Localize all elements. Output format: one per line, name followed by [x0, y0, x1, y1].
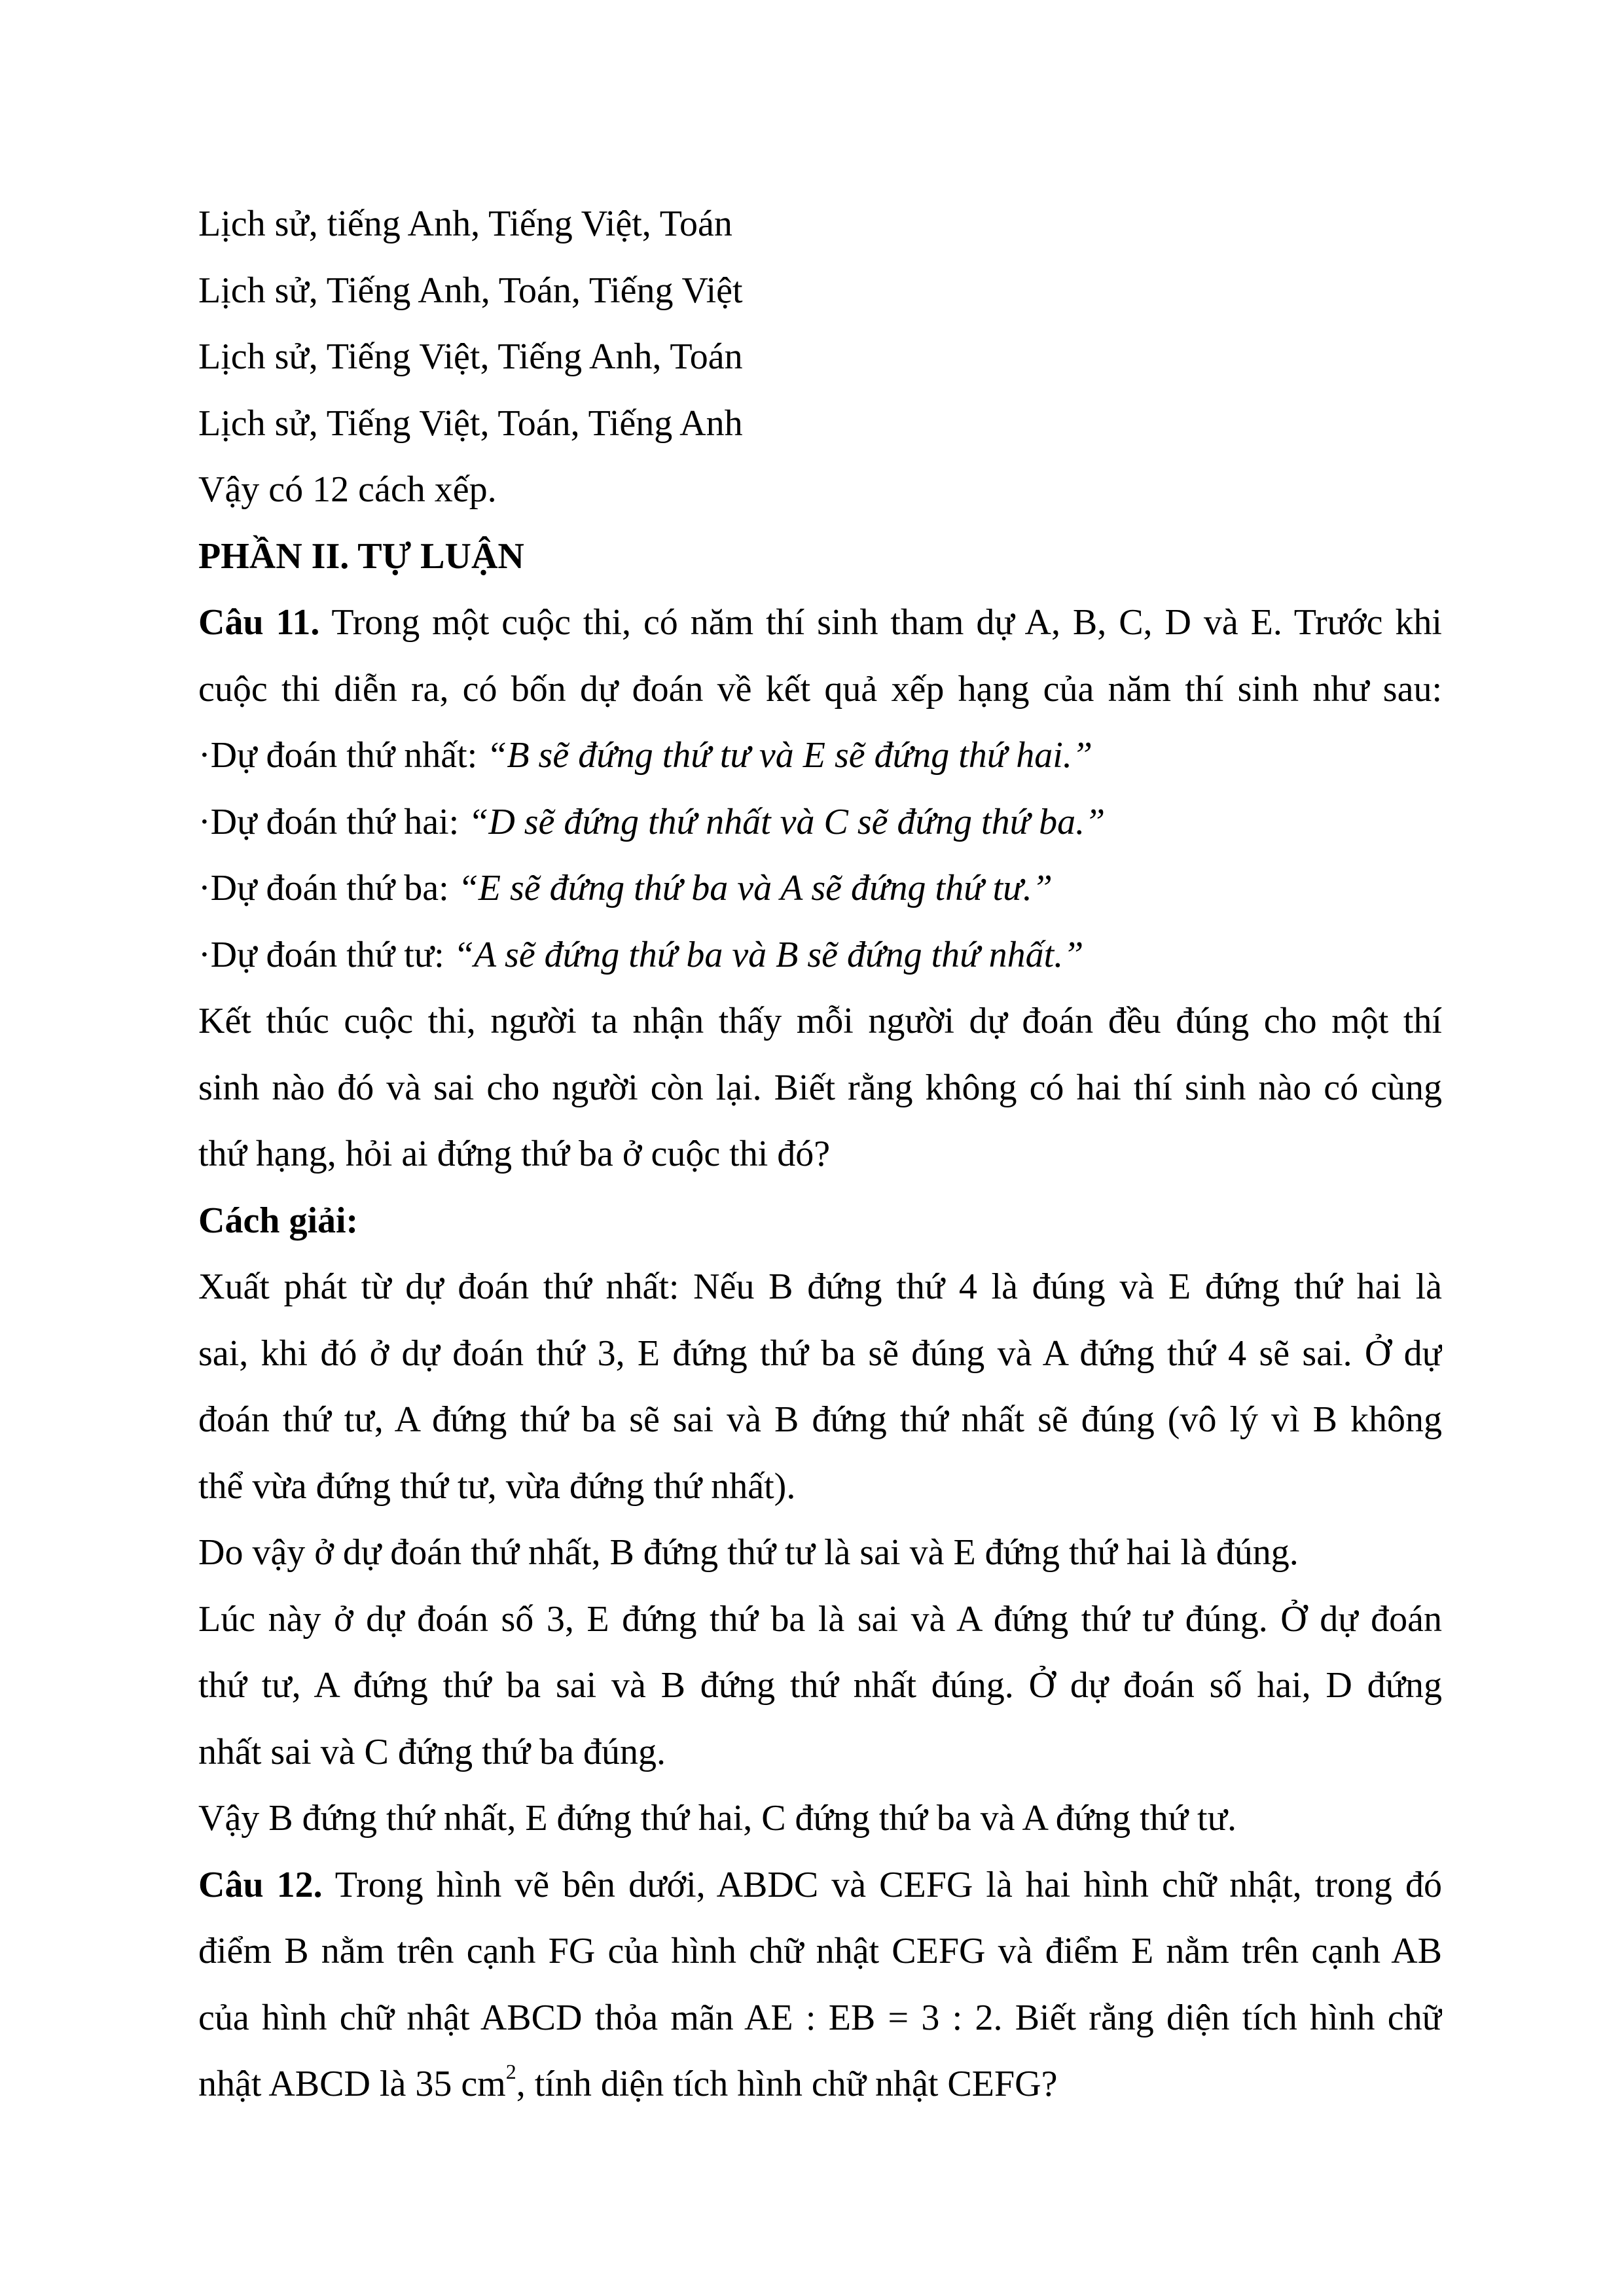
arrangement-line: Lịch sử, Tiếng Anh, Toán, Tiếng Việt: [198, 270, 743, 311]
arrangement-line: Lịch sử, Tiếng Việt, Tiếng Anh, Toán: [198, 336, 743, 377]
bullet-dot: ·: [198, 801, 211, 842]
prediction-item: [198, 789, 1442, 856]
solution-line: nhất sai và C đứng thứ ba đúng.: [198, 1731, 666, 1772]
q12-text: , tính diện tích hình chữ nhật CEFG?: [516, 2064, 1058, 2104]
q12-line: [198, 2051, 1442, 2118]
bullet-dot: ·: [198, 735, 211, 776]
solution-line: sai, khi đó ở dự đoán thứ 3, E đứng thứ ba sẽ đúng và A đứng thứ 4 sẽ sai. Ở dự: [198, 1333, 1442, 1374]
prediction-label: Dự đoán thứ hai:: [210, 801, 469, 842]
q12-line: điểm B nằm trên cạnh FG của hình chữ nhật CEFG và điểm E nằm trên cạnh AB: [198, 1931, 1442, 1971]
prediction-item: [198, 922, 1442, 989]
prediction-quote: “D sẽ đứng thứ nhất và C sẽ đứng thứ ba.”: [468, 801, 1106, 842]
prediction-label: Dự đoán thứ ba:: [210, 868, 458, 908]
prediction-label: Dự đoán thứ tư:: [210, 934, 454, 975]
solution-line: thứ tư, A đứng thứ ba sai và B đứng thứ nhất đúng. Ở dự đoán số hai, D đứng: [198, 1665, 1442, 1706]
solution-line: Do vậy ở dự đoán thứ nhất, B đứng thứ tư là sai và E đứng thứ hai là đúng.: [198, 1532, 1299, 1573]
arrangement-line: Lịch sử, Tiếng Việt, Toán, Tiếng Anh: [198, 403, 743, 444]
solution-conclusion: Vậy B đứng thứ nhất, E đứng thứ hai, C đứng thứ ba và A đứng thứ tư.: [198, 1798, 1236, 1839]
prediction-label: Dự đoán thứ nhất:: [210, 735, 487, 776]
q12-line: của hình chữ nhật ABCD thỏa mãn AE : EB = 3 : 2. Biết rằng diện tích hình chữ: [198, 1997, 1442, 2038]
bullet-dot: ·: [198, 868, 211, 908]
q11-closing-line: sinh nào đó và sai cho người còn lại. Biết rằng không có hai thí sinh nào có cùng: [198, 1067, 1442, 1108]
prediction-item: [198, 723, 1442, 789]
prediction-quote: “B sẽ đứng thứ tư và E sẽ đứng thứ hai.”: [486, 735, 1092, 776]
solution-line: Lúc này ở dự đoán số 3, E đứng thứ ba là sai và A đứng thứ tư đúng. Ở dự đoán: [198, 1598, 1442, 1640]
prediction-item: [198, 855, 1442, 922]
q11-line: cuộc thi diễn ra, có bốn dự đoán về kết quả xếp hạng của năm thí sinh như sau:: [198, 668, 1442, 709]
q11-closing-line: Kết thúc cuộc thi, người ta nhận thấy mỗi người dự đoán đều đúng cho một thí: [198, 1001, 1442, 1041]
solution-title: Cách giải:: [198, 1200, 359, 1241]
document-content: [198, 191, 1442, 2118]
part-title: PHẦN II. TỰ LUẬN: [198, 535, 524, 577]
q11-text: Trong một cuộc thi, có năm thí sinh tham dự A, B, C, D và E. Trước khi: [319, 602, 1442, 643]
solution-line: đoán thứ tư, A đứng thứ ba sẽ sai và B đứng thứ nhất sẽ đúng (vô lý vì B không: [198, 1399, 1442, 1440]
q12-text: nhật ABCD là 35: [198, 2064, 461, 2104]
bullet-dot: ·: [198, 934, 211, 975]
solution-line: thể vừa đứng thứ tư, vừa đứng thứ nhất).: [198, 1465, 796, 1507]
area-unit: cm: [461, 2064, 506, 2104]
arrangement-conclusion: Vậy có 12 cách xếp.: [198, 469, 497, 510]
q11-line: [198, 590, 1442, 656]
q12-text: Trong hình vẽ bên dưới, ABDC và CEFG là hai hình chữ nhật, trong đó: [322, 1864, 1442, 1905]
arrangement-line: Lịch sử, tiếng Anh, Tiếng Việt, Toán: [198, 204, 732, 244]
prediction-quote: “E sẽ đứng thứ ba và A sẽ đứng thứ tư.”: [458, 868, 1053, 908]
solution-line: Xuất phát từ dự đoán thứ nhất: Nếu B đứng thứ 4 là đúng và E đứng thứ hai là: [198, 1266, 1442, 1307]
q12-label: Câu 12.: [198, 1864, 323, 1905]
prediction-quote: “A sẽ đứng thứ ba và B sẽ đứng thứ nhất.”: [453, 934, 1084, 975]
q12-line: [198, 1852, 1442, 1919]
q11-label: Câu 11.: [198, 602, 320, 643]
q11-closing-line: thứ hạng, hỏi ai đứng thứ ba ở cuộc thi đó?: [198, 1134, 831, 1174]
area-unit-exponent: 2: [505, 2060, 516, 2084]
